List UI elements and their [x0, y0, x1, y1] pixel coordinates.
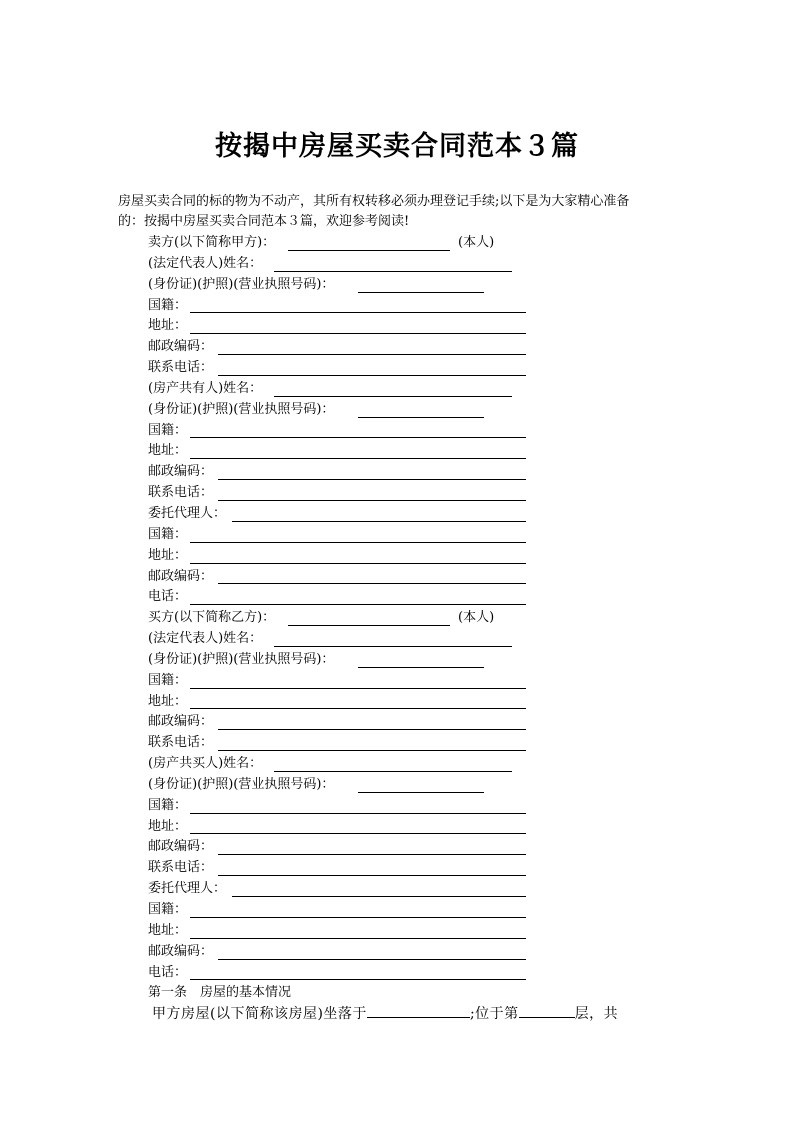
field-label: 国籍：: [148, 297, 188, 313]
floor-blank[interactable]: [519, 1003, 575, 1018]
form-field-row: [148, 316, 688, 337]
field-underline-blank[interactable]: [232, 521, 526, 522]
field-label: 邮政编码：: [148, 568, 214, 584]
field-underline-blank[interactable]: [190, 542, 526, 543]
form-field-row: [148, 525, 688, 546]
field-label: 买方(以下简称乙方)：: [148, 610, 276, 626]
field-underline-blank[interactable]: [358, 292, 484, 293]
field-underline-blank[interactable]: [190, 979, 526, 980]
field-underline-blank[interactable]: [190, 917, 526, 918]
field-label: 邮政编码：: [148, 943, 214, 959]
clause-part-3: 层，共: [574, 1006, 619, 1022]
field-underline-blank[interactable]: [190, 333, 526, 334]
field-underline-blank[interactable]: [218, 729, 526, 730]
form-field-row: [148, 671, 688, 692]
field-label: 联系电话：: [148, 360, 214, 376]
section-heading: 第一条 房屋的基本情况: [148, 985, 292, 1000]
clause-part-1: 甲方房屋(以下简称该房屋)坐落于: [152, 1006, 367, 1022]
field-underline-blank[interactable]: [190, 688, 526, 689]
field-underline-blank[interactable]: [218, 875, 526, 876]
field-underline-blank[interactable]: [218, 750, 526, 751]
field-underline-blank[interactable]: [190, 312, 526, 313]
field-label: (房产共买人)姓名：: [148, 756, 263, 772]
form-field-row: [148, 900, 688, 921]
form-field-row: [148, 546, 688, 567]
field-underline-blank[interactable]: [218, 500, 526, 501]
field-underline-blank[interactable]: [190, 437, 526, 438]
field-label: 地址：: [148, 693, 188, 709]
field-label: (身份证)(护照)(营业执照号码)：: [148, 776, 335, 792]
field-label: 国籍：: [148, 672, 188, 688]
form-field-row: [148, 692, 688, 713]
field-label: 卖方(以下简称甲方)：: [148, 235, 276, 250]
form-field-row: [148, 483, 688, 504]
form-field-row: [148, 441, 688, 462]
field-label: 邮政编码：: [148, 464, 214, 480]
field-underline-blank[interactable]: [190, 458, 526, 459]
form-field-row: [148, 858, 688, 879]
form-field-row: [148, 650, 688, 671]
field-label: 联系电话：: [148, 735, 214, 751]
form-field-row: [148, 608, 688, 629]
form-field-row: [148, 275, 688, 296]
field-underline-blank[interactable]: [358, 792, 484, 793]
field-label: 电话：: [148, 589, 188, 605]
field-label: 地址：: [148, 318, 188, 334]
party-fields: [148, 233, 688, 983]
field-underline-blank[interactable]: [190, 833, 526, 834]
field-underline-blank[interactable]: [274, 271, 512, 272]
form-field-row: [148, 879, 688, 900]
field-label: 联系电话：: [148, 860, 214, 876]
field-label: 地址：: [148, 547, 188, 563]
form-field-row: [148, 587, 688, 608]
field-underline-blank[interactable]: [232, 896, 526, 897]
field-underline-blank[interactable]: [218, 375, 526, 376]
form-field-row: [148, 775, 688, 796]
form-field-row: [148, 796, 688, 817]
field-underline-blank[interactable]: [274, 646, 512, 647]
field-underline-blank[interactable]: [190, 563, 526, 564]
field-label: 国籍：: [148, 797, 188, 813]
form-field-row: [148, 337, 688, 358]
field-label: 国籍：: [148, 526, 188, 542]
field-suffix: (本人): [458, 610, 495, 626]
form-field-row: [148, 712, 688, 733]
field-label: 地址：: [148, 818, 188, 834]
form-field-row: [148, 462, 688, 483]
field-label: 委托代理人：: [148, 505, 227, 521]
form-field-row: [148, 421, 688, 442]
field-underline-blank[interactable]: [218, 959, 526, 960]
intro-line-1: 房屋买卖合同的标的物为不动产，其所有权转移必须办理登记手续;以下是为大家精心准备: [118, 194, 630, 209]
form-field-row: [148, 837, 688, 858]
field-label: 电话：: [148, 964, 188, 980]
field-label: 联系电话：: [148, 485, 214, 501]
form-field-row: [148, 942, 688, 963]
field-label: 国籍：: [148, 902, 188, 917]
field-underline-blank[interactable]: [274, 771, 512, 772]
field-underline-blank[interactable]: [190, 708, 526, 709]
form-field-row: [148, 504, 688, 525]
field-label: 国籍：: [148, 422, 188, 438]
field-label: (法定代表人)姓名：: [148, 631, 263, 647]
field-label: 地址：: [148, 922, 188, 938]
field-label: (房产共有人)姓名：: [148, 380, 263, 396]
field-underline-blank[interactable]: [218, 854, 526, 855]
form-field-row: [148, 254, 688, 275]
field-suffix: (本人): [458, 235, 495, 250]
field-underline-blank[interactable]: [218, 354, 526, 355]
field-underline-blank[interactable]: [288, 250, 450, 251]
field-label: (身份证)(护照)(营业执照号码)：: [148, 276, 335, 292]
form-field-row: [148, 817, 688, 838]
field-underline-blank[interactable]: [274, 396, 512, 397]
field-underline-blank[interactable]: [288, 625, 450, 626]
field-label: (身份证)(护照)(营业执照号码)：: [148, 651, 335, 667]
field-label: 委托代理人：: [148, 881, 227, 897]
form-field-row: [148, 296, 688, 317]
clause-part-2: ;位于第: [469, 1006, 519, 1022]
form-field-row: [148, 358, 688, 379]
form-field-row: [148, 754, 688, 775]
form-field-row: [148, 629, 688, 650]
form-field-row: [148, 733, 688, 754]
field-label: 地址：: [148, 443, 188, 459]
form-field-row: [148, 400, 688, 421]
field-underline-blank[interactable]: [218, 479, 526, 480]
field-label: 邮政编码：: [148, 714, 214, 730]
intro-line-2: 的：按揭中房屋买卖合同范本３篇，欢迎参考阅读!: [118, 214, 410, 229]
form-field-row: [148, 379, 688, 400]
form-field-row: [148, 567, 688, 588]
field-label: 邮政编码：: [148, 339, 214, 355]
field-underline-blank[interactable]: [190, 938, 526, 939]
field-underline-blank[interactable]: [218, 583, 526, 584]
field-label: (身份证)(护照)(营业执照号码)：: [148, 401, 335, 417]
location-blank[interactable]: [367, 1003, 470, 1018]
field-label: 邮政编码：: [148, 839, 214, 855]
field-label: (法定代表人)姓名：: [148, 255, 263, 271]
field-underline-blank[interactable]: [358, 667, 484, 668]
field-underline-blank[interactable]: [190, 813, 526, 814]
field-underline-blank[interactable]: [190, 604, 526, 605]
clause-text: [152, 1003, 618, 1025]
form-field-row: [148, 921, 688, 942]
field-underline-blank[interactable]: [358, 417, 484, 418]
form-field-row: [148, 963, 688, 984]
form-field-row: [148, 233, 688, 254]
document-title: 按揭中房屋买卖合同范本３篇: [215, 131, 579, 162]
